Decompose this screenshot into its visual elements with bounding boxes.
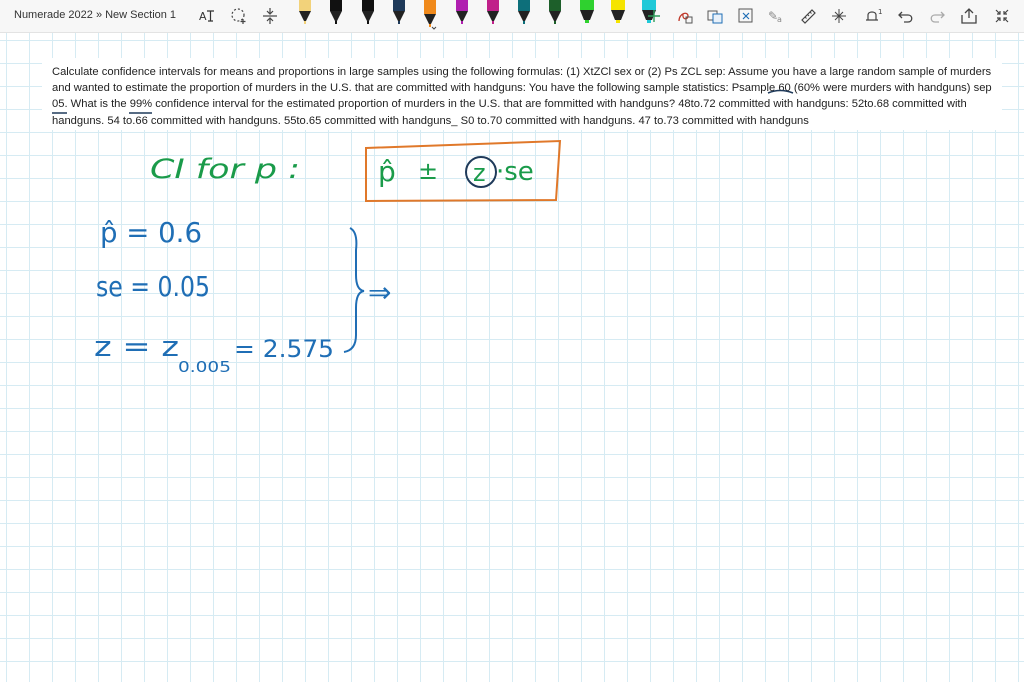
svg-text:A: A <box>199 10 207 23</box>
z-equation-left: z = z <box>94 330 179 363</box>
problem-line-2: and wanted to estimate the proportion of murders in the U.S. that are committed with handguns: You have the following sample statistics: Psample 60 (60% were murders with handguns) sep <box>52 82 992 95</box>
formula-se: ·se <box>496 157 534 187</box>
formula-plus-minus: ± <box>418 157 439 185</box>
formula-z: z <box>473 159 486 187</box>
implies-arrow: ⇒ <box>368 276 392 309</box>
svg-text:✎: ✎ <box>768 9 779 23</box>
svg-text:1: 1 <box>878 8 883 16</box>
svg-text:a: a <box>777 15 782 24</box>
z-equation-right: = 2.575 <box>234 335 334 363</box>
formula-phat: p̂ <box>378 155 396 188</box>
z-subscript: 0.005 <box>178 358 231 376</box>
ci-label: CI for p : <box>150 154 300 185</box>
underline-60 <box>768 91 793 94</box>
problem-line-4: handguns. 54 to.66 committed with handguns. 55to.65 committed with handguns_ S0 to.70 committed with handguns. 47 to.73 committed with handguns <box>52 114 809 127</box>
se-equation: se = 0.05 <box>96 270 210 303</box>
phat-equation: p̂ = 0.6 <box>100 216 202 249</box>
breadcrumb[interactable]: Numerade 2022 » New Section 1 <box>14 9 177 21</box>
problem-line-3: 05. What is the 99% confidence interval for the estimated proportion of murders in the U.S. that are fommitted with handguns? 48to.72 committed with handguns: 52to.68 committed with <box>52 98 967 111</box>
curly-brace <box>344 228 364 352</box>
problem-line-1: Calculate confidence intervals for means and proportions in large samples using the following formulas: (1) XtZCl sex or (2) Ps ZCL sep: Assume you have a large random sample of murders <box>52 66 992 78</box>
